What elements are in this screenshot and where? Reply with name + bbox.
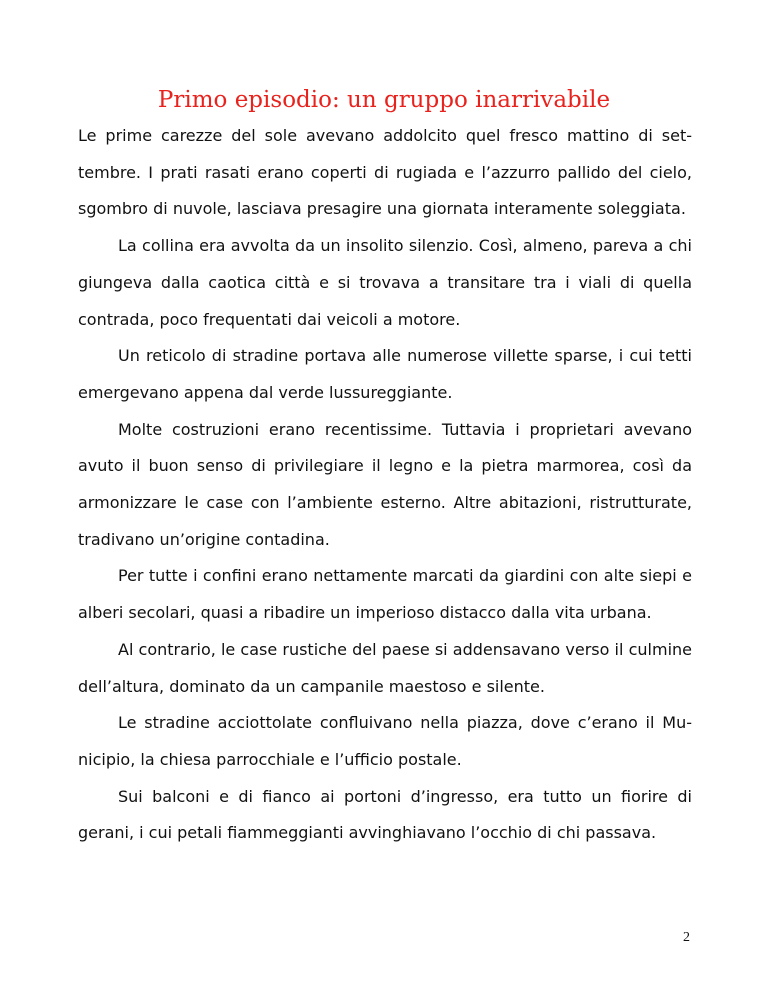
paragraph-1: Le prime carezze del sole avevano addolcito quel fresco mattino di settembre. I prati rasati erano coperti di rugiada e l’azzurro pallido del cielo, sgombro di nuvole, lasciava presagire una giornata interamente soleggiata.	[78, 126, 692, 219]
body-text	[78, 118, 692, 852]
paragraph-5: Per tutte i confini erano nettamente marcati da giardini con alte siepi e alberi secolari, quasi a ribadire un imperioso distacco dalla vita urbana.	[78, 566, 692, 623]
paragraph-3: Un reticolo di stradine portava alle numerose villette sparse, i cui tetti emergevano appena dal verde lussureggiante.	[78, 346, 692, 402]
paragraph-8: Sui balconi e di fianco ai portoni d’ingresso, era tutto un fiorire di gerani, i cui petali fiammeggianti avvinghiavano l’occhio di chi passava.	[78, 786, 692, 843]
paragraph-4: Molte costruzioni erano recentissime. Tuttavia i proprietari avevano avuto il buon senso di privilegiare il legno e la pietra marmorea, così da armonizzare le case con l’ambiente esterno. Altre abitazioni, ristrutturate, tradivano un’origine contadina.	[78, 419, 692, 549]
paragraph-2: La collina era avvolta da un insolito silenzio. Così, almeno, pareva a chi giungeva dalla caotica città e si trovava a transitare tra i viali di quella contrada, poco frequentati dai veicoli a motore.	[78, 236, 692, 329]
paragraph-7: Le stradine acciottolate confluivano nella piazza, dove c’erano il Municipio, la chiesa parrocchiale e l’ufficio postale.	[78, 713, 692, 769]
page-number: 2	[683, 930, 690, 945]
chapter-title: Primo episodio: un gruppo inarrivabile	[157, 87, 611, 113]
paragraph-6: Al contrario, le case rustiche del paese si addensavano verso il culmine dell’altura, dominato da un campanile maestoso e silente.	[78, 639, 692, 696]
